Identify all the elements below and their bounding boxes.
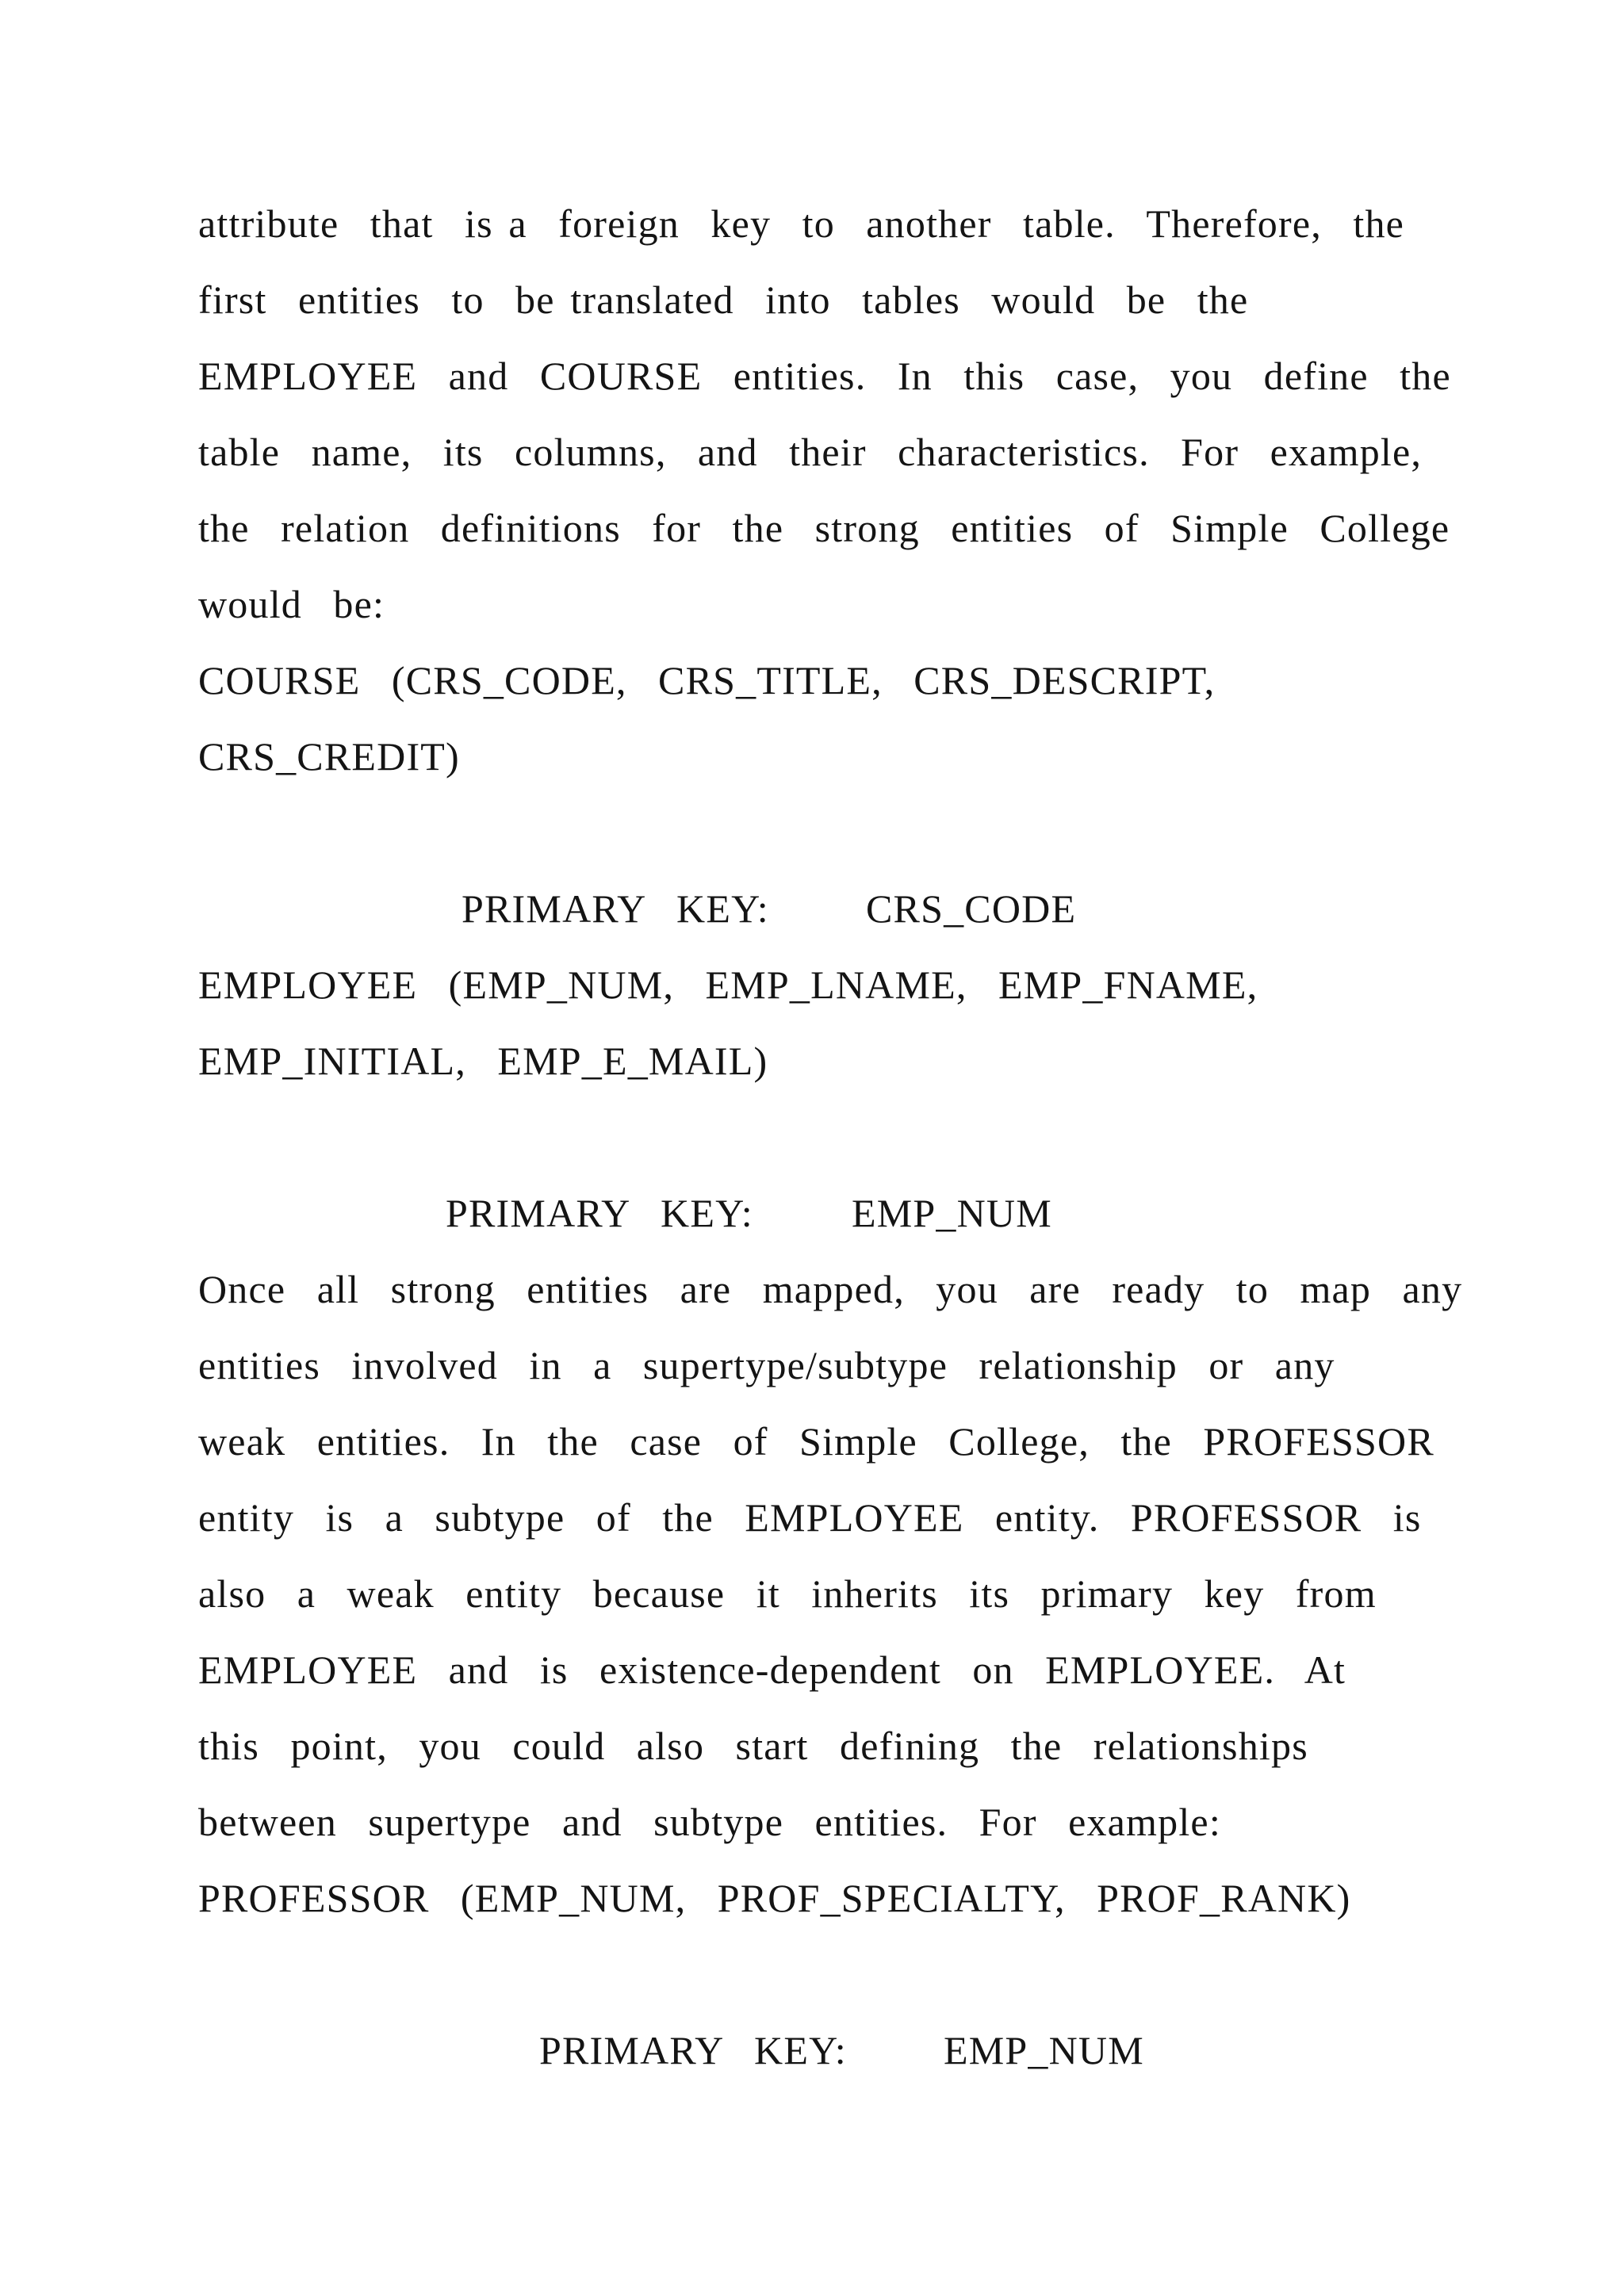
body-text-line: EMPLOYEE and is existence-dependent on EMPLOYEE. At [198,1647,1346,1692]
primary-key-label: PRIMARY KEY: [539,2028,847,2072]
primary-key-value: EMP_NUM [944,2028,1144,2072]
body-text-line: Once all strong entities are mapped, you are ready to map any [198,1267,1463,1311]
body-text-line: the relation definitions for the strong entities of Simple College [198,506,1450,550]
body-text-line: entity is a subtype of the EMPLOYEE entity. PROFESSOR is [198,1495,1422,1540]
primary-key-row [0,1175,1624,1251]
relation-definition-line: EMPLOYEE (EMP_NUM, EMP_LNAME, EMP_FNAME, [198,962,1258,1007]
primary-key-row [0,2012,1624,2088]
primary-key-value: CRS_CODE [866,886,1077,931]
primary-key-row [0,871,1624,947]
relation-definition-line: EMP_INITIAL, EMP_E_MAIL) [198,1039,768,1083]
body-text-line: EMPLOYEE and COURSE entities. In this case, you define the [198,354,1451,398]
primary-key-label: PRIMARY KEY: [462,886,769,931]
body-text-line: entities involved in a supertype/subtype relationship or any [198,1343,1335,1387]
body-text-line: table name, its columns, and their characteristics. For example, [198,430,1423,474]
primary-key-label: PRIMARY KEY: [446,1191,753,1235]
body-text-line: also a weak entity because it inherits its primary key from [198,1571,1377,1616]
body-text-line: weak entities. In the case of Simple College, the PROFESSOR [198,1419,1434,1464]
body-text-line: this point, you could also start defining the relationships [198,1724,1308,1768]
body-text-line: would be: [198,582,385,626]
body-text-line: attribute that is a foreign key to another table. Therefore, the [198,201,1405,246]
body-text-line: between supertype and subtype entities. For example: [198,1800,1221,1844]
primary-key-value: EMP_NUM [852,1191,1052,1235]
body-text-line: first entities to be translated into tables would be the [198,277,1249,322]
relation-definition-line: CRS_CREDIT) [198,734,460,779]
relation-definition-line: PROFESSOR (EMP_NUM, PROF_SPECIALTY, PROF_RANK) [198,1876,1351,1920]
relation-definition-line: COURSE (CRS_CODE, CRS_TITLE, CRS_DESCRIPT, [198,658,1216,702]
